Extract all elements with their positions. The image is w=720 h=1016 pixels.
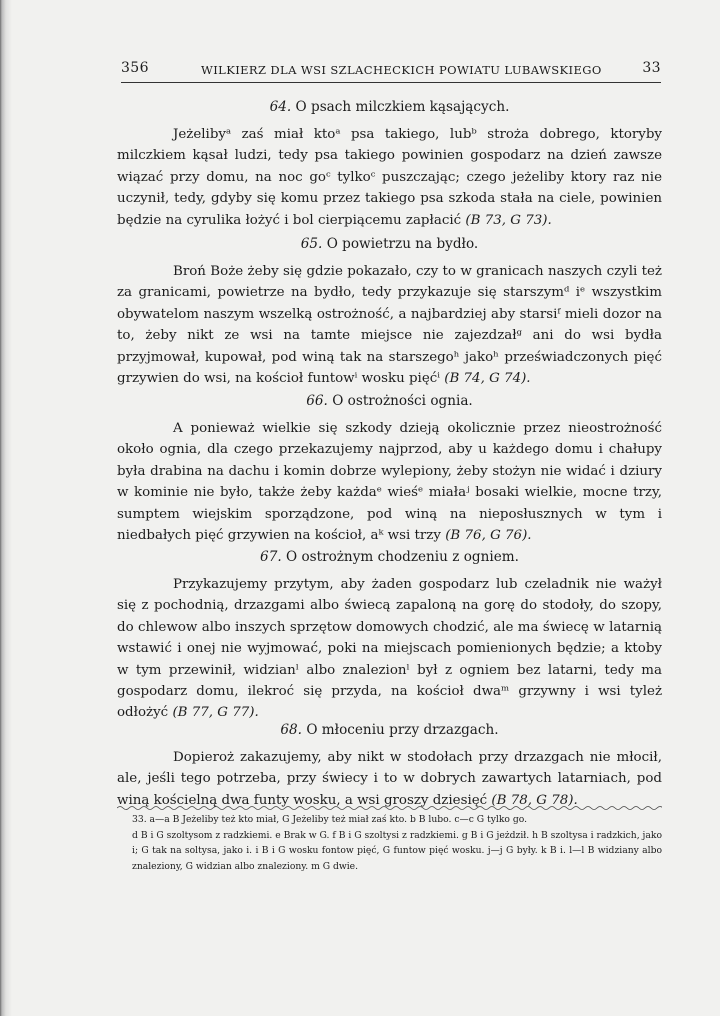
article-title: O ostrożności ognia. xyxy=(332,393,473,409)
article-66 xyxy=(117,392,662,546)
article-title: O powietrzu na bydło. xyxy=(326,236,479,252)
article-text xyxy=(117,418,662,546)
article-body: A ponieważ wielkie się szkody dzieją okolicznie przez nieostrożność około ognia, dla czego przekazujemy najprzod, aby u każdego domu i chałupy była drabina na dachu i komin dobrze wylepiony, żeby stożyn nie widać i dziury w kominie nie było, także żeby każdaᵉ wieśᵉ miałaʲ bosaki wielkie, mocne trzy, sumptem wiejskim sporządzone, pod winą na nieposłusznych w tym i niedbałych pięć grzywien na kościoł, aᵏ wsi trzy xyxy=(117,421,662,544)
article-title: O ostrożnym chodzeniu z ogniem. xyxy=(286,549,519,565)
article-text xyxy=(117,574,662,724)
footnote-line: d B i G szoltysom z radzkiemi. e Brak w G. f B i G szoltysi z radzkiemi. g B i G jeżdził. h B szoltysa i radzkich, jako i; G tak na soltysa, jako i. i B i G wosku fontow pięć, G funtow pięć wosku. j—j G były. k B i. l—l B widziany albo znaleziony, G widzian albo znaleziony. m G dwie. xyxy=(132,829,662,872)
page-number: 356 xyxy=(121,60,149,76)
footnote-separator xyxy=(117,804,662,812)
article-text xyxy=(117,747,662,811)
source-reference: (B 74, G 74). xyxy=(444,371,531,387)
article-heading xyxy=(117,721,662,739)
article-number: 65. xyxy=(300,236,323,252)
running-title: WILKIERZ DLA WSI SZLACHECKICH POWIATU LUBAWSKIEGO xyxy=(201,63,602,77)
source-reference: (B 78, G 78). xyxy=(491,792,578,808)
source-reference: (B 77, G 77). xyxy=(172,705,259,721)
article-heading xyxy=(117,98,662,116)
article-text xyxy=(117,124,662,231)
article-heading xyxy=(117,235,662,253)
article-67 xyxy=(117,548,662,724)
article-body: Dopieroż zakazujemy, aby nikt w stodołach przy drzazgach nie młocił, ale, jeśli tego potrzeba, przy świecy i to w dobrych zawartych latarniach, pod winą kościelną dwa funty wosku, a wsi groszy dziesięć xyxy=(117,750,662,808)
article-text xyxy=(117,261,662,389)
article-heading xyxy=(117,392,662,410)
article-number: 68. xyxy=(280,722,302,738)
article-body: Jeżelibyᵃ zaś miał ktoᵃ psa takiego, lubᵇ stroża dobrego, ktoryby milczkiem kąsał ludzi, tedy psa takiego powinien gospodarz na dzień zawsze wiązać przy domu, na noc goᶜ tylkoᶜ puszczając; czego jeżeliby ktory raz nie uczynił, tedy, gdyby się komu przez takiego psa szkoda stała na ciele, powinien będzie na cyrulika łożyć i bol cierpiącemu zapłacić xyxy=(117,127,662,228)
article-65 xyxy=(117,235,662,389)
running-header xyxy=(121,60,661,83)
article-body: Przykazujemy przytym, aby żaden gospodarz lub czeladnik nie ważył się z pochodnią, drzazgami albo świecą zapaloną na gorę do stodoły, do szopy, do chlewow albo inszych sprzętow domowych chodzić, ale ma świecę w latarnią wstawić i onej nie wyjmować, poki na miejscach pomienionych będzie; a ktoby w tym przewinił, widzianˡ albo znalezionˡ był z ogniem bez latarni, tedy ma gospodarz domu, ilekroć się przyda, na kościoł dwaᵐ grzywny i wsi tyleż odłożyć xyxy=(117,577,662,721)
footnote-line: 33. a—a B Jeżeliby też kto miał, G Jeżeliby też miał zaś kto. b B lubo. c—c G tylko go. xyxy=(132,814,528,825)
footnotes xyxy=(132,812,662,874)
book-spine-shadow xyxy=(0,0,12,1016)
article-heading xyxy=(117,548,662,566)
section-number: 33 xyxy=(642,60,661,76)
article-body: Broń Boże żeby się gdzie pokazało, czy to w granicach naszych czyli też za granicami, powietrze na bydło, tedy przykazuje się starszymᵈ iᵉ wszystkim obywatelom naszym wszelką ostrożność, a najbardziej aby starsiᶠ mieli dozor na to, żeby nikt ze wsi na tamte miejsce nie zajezdzałᵍ ani do wsi bydła przyjmował, kupował, pod winą tak na starszegoʰ jakoʰ przeświadczonych pięć grzywien do wsi, na kościoł funtowⁱ wosku pięćⁱ xyxy=(117,264,662,387)
article-number: 66. xyxy=(306,393,328,409)
source-reference: (B 76, G 76). xyxy=(445,528,532,544)
source-reference: (B 73, G 73). xyxy=(465,212,552,228)
article-number: 67. xyxy=(260,549,282,565)
article-64 xyxy=(117,98,662,231)
article-68 xyxy=(117,721,662,811)
article-title: O psach milczkiem kąsających. xyxy=(295,99,510,115)
article-title: O młoceniu przy drzazgach. xyxy=(306,722,499,738)
article-number: 64. xyxy=(269,99,292,115)
